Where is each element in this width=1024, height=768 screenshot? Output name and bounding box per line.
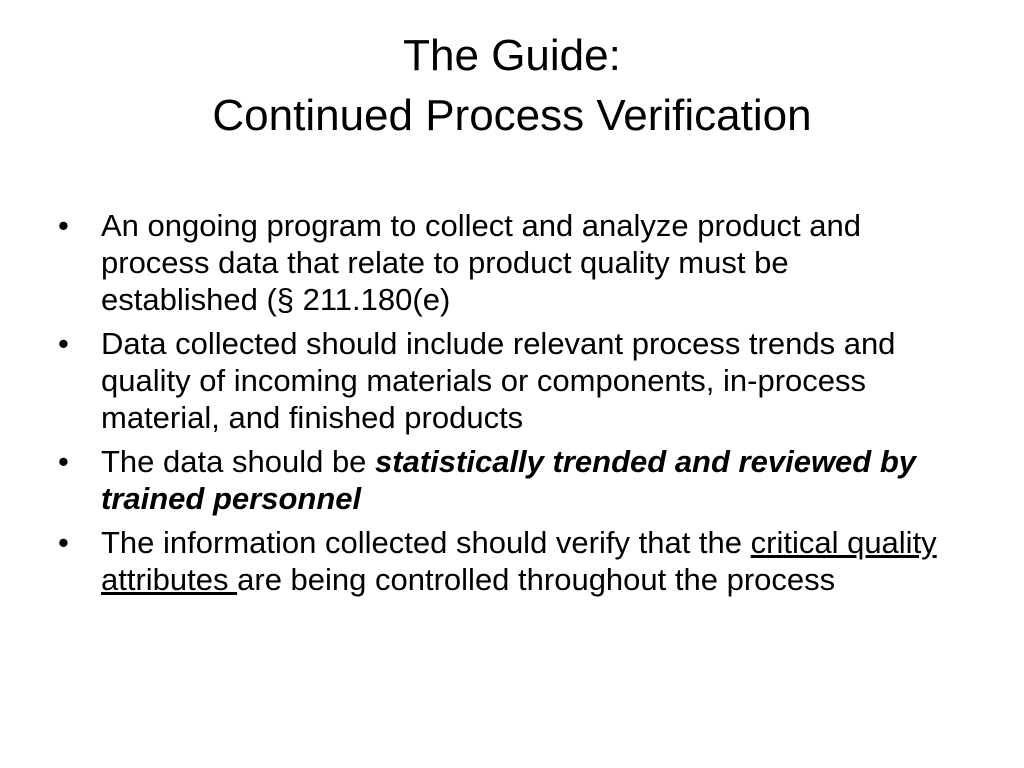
bullet-item-statistically-trended	[58, 443, 938, 517]
bullet-item-ongoing-program	[58, 207, 938, 318]
bullet-marker: •	[58, 525, 69, 560]
bullet-underlined-text: critical quality attributes	[101, 525, 937, 597]
bullet-text-after: are being controlled throughout the process	[237, 562, 836, 597]
slide-title	[0, 26, 1024, 146]
title-line-1: The Guide:	[403, 31, 621, 80]
bullet-text: The data should be	[101, 444, 376, 479]
bullet-item-critical-quality-attributes	[58, 524, 938, 598]
bullet-text: Data collected should include relevant process trends and quality of incoming materials or components, in-process material, and finished products	[101, 326, 896, 435]
bullet-text: The information collected should verify that the	[101, 525, 751, 560]
bullet-list	[58, 207, 938, 605]
bullet-text: An ongoing program to collect and analyze product and process data that relate to product quality must be established (§ 211.180(e)	[101, 208, 861, 317]
bullet-emphasis: statistically trended and reviewed by trained personnel	[101, 444, 917, 516]
bullet-marker: •	[58, 208, 69, 243]
bullet-marker: •	[58, 326, 69, 361]
bullet-marker: •	[58, 444, 69, 479]
bullet-item-data-collected	[58, 325, 938, 436]
title-line-2: Continued Process Verification	[212, 91, 812, 140]
